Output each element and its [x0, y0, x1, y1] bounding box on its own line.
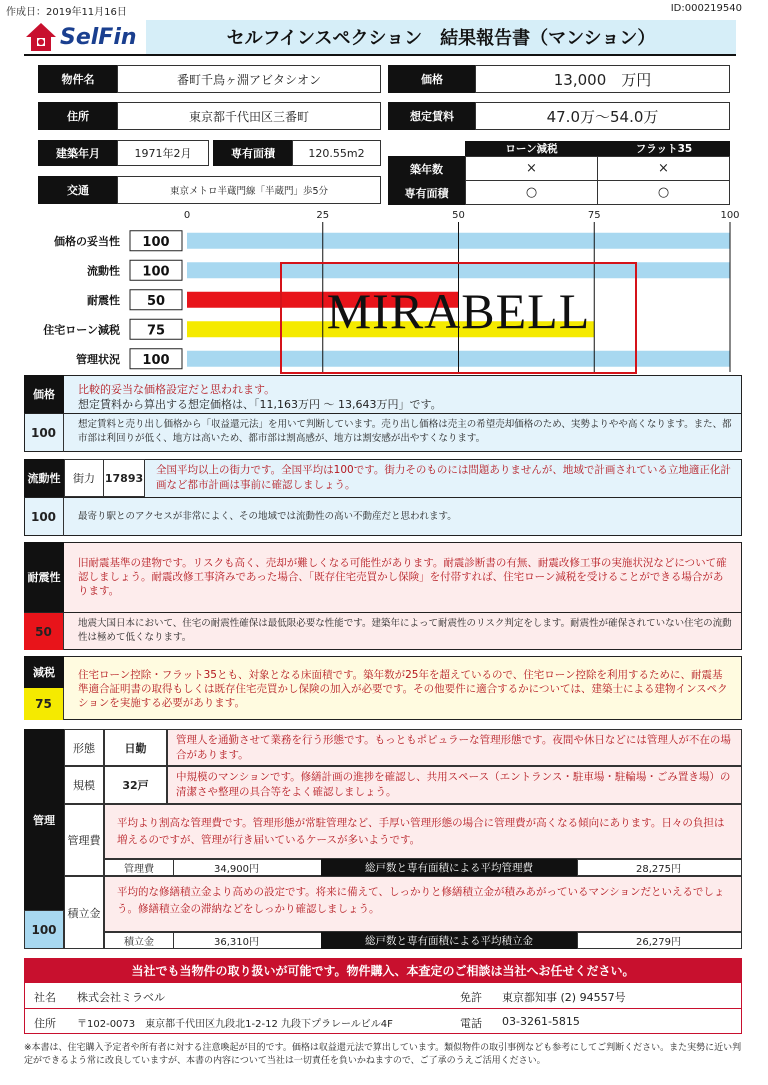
mgmt-section-label: 管理 [24, 729, 64, 910]
tax-area-loan: ○ [465, 180, 598, 205]
price-section-divider [24, 413, 742, 414]
tax-section-label: 減税 [24, 656, 64, 688]
property-built: 1971年2月 [117, 140, 209, 166]
company-tel-label: 電話 [460, 1017, 482, 1030]
tick-label: 100 [720, 210, 740, 221]
logo-text: SelFin [60, 24, 137, 50]
company-addr-label: 住所 [34, 1017, 56, 1030]
score-value-label: 75 [146, 323, 166, 339]
mgmt-fee-label: 管理費 [64, 804, 104, 876]
property-transit: 東京メトロ半蔵門線「半蔵門」歩5分 [117, 176, 381, 204]
price-section-text2: 想定賃料から算出する想定価格は、「11,163万円 ～ 13,643万円」です。 [78, 398, 442, 411]
mgmt-section-score: 100 [24, 910, 64, 949]
property-price: 13,000 万円 [475, 65, 730, 93]
mgmt-form-label: 形態 [64, 729, 104, 766]
price-section-note: 想定賃料と売り出し価格から「収益還元法」を用いて判断しています。売り出し価格は売主の希望売却価格のため、実勢よりやや高くなります。また、都市部は利回りが低く、地方は高いため、都市部は割高感が、地方は割安感が出やすくなります。 [78, 419, 732, 444]
liquidity-sub-label: 街力 [64, 459, 104, 497]
mgmt-repair-k: 積立金 [104, 932, 174, 949]
company-banner: 当社でも当物件の取り扱いが可能です。物件購入、本査定のご相談は当社へお任せください。 [24, 958, 742, 982]
liquidity-town-power: 17893 [103, 459, 145, 497]
tax-age-loan: × [465, 156, 598, 181]
tick-label: 75 [587, 210, 601, 221]
company-license: 東京都知事 (2) 94557号 [502, 991, 626, 1004]
mgmt-repair-v: 36,310円 [173, 932, 322, 949]
mgmt-fee-v: 34,900円 [173, 859, 322, 876]
tick-label: 50 [452, 210, 465, 221]
mgmt-repair-label: 積立金 [64, 876, 104, 949]
category-label: 価格の妥当性 [54, 234, 120, 248]
property-address: 東京都千代田区三番町 [117, 102, 381, 130]
company-addr: 〒102-0073 東京都千代田区九段北1-2-12 九段下プラレールビル4F [77, 1019, 393, 1030]
mgmt-form-value: 日勤 [104, 729, 167, 766]
seismic-section-label: 耐震性 [24, 542, 64, 612]
name-label: 物件名 [38, 65, 118, 93]
mgmt-scale-value: 32戸 [104, 766, 167, 804]
tax-area-flat35: ○ [597, 180, 730, 205]
score-value-label: 100 [142, 352, 170, 368]
category-label: 住宅ローン減税 [43, 323, 120, 337]
tax-section-score: 75 [24, 688, 64, 720]
company-name: 株式会社ミラベル [77, 991, 165, 1004]
mgmt-fee-avg-k: 総戸数と専有面積による平均管理費 [321, 859, 577, 876]
created-date: 作成日：2019年11月16日 [6, 7, 127, 18]
property-name: 番町千鳥ヶ淵アビタシオン [117, 65, 381, 93]
tax-section-text: 住宅ローン控除・フラット35とも、対象となる床面積です。築年数が25年を超えているので、住宅ローン控除を利用するために、耐震基準適合証明書の取得もしくは既存住宅売買かし保険の加入が必要です。その他要件に適合するかについては、建築士による建物インスペクションを実施する必要があります。 [78, 669, 728, 709]
category-label: 管理状況 [76, 352, 120, 366]
tick-label: 0 [183, 210, 191, 221]
company-license-label: 免許 [460, 991, 482, 1004]
category-label: 流動性 [87, 264, 120, 278]
property-rent: 47.0万～54.0万 [475, 102, 730, 130]
score-value-label: 50 [146, 293, 166, 309]
built-label: 建築年月 [38, 140, 118, 166]
company-row-divider [24, 1008, 742, 1009]
mgmt-form-text: 管理人を通勤させて業務を行う形態です。もっともポピュラーな管理形態です。夜間や休日などには管理人が不在の場合があります。 [167, 729, 742, 766]
mgmt-repair-avg-k: 総戸数と専有面積による平均積立金 [321, 932, 577, 949]
tax-age-flat35: × [597, 156, 730, 181]
seismic-section-note: 地震大国日本において、住宅の耐震性確保は最低限必要な性能です。建築年によって耐震性のリスク判定をします。耐震性が確保されていない住宅の流動性は極めて低くなります。 [78, 618, 732, 643]
transit-label: 交通 [38, 176, 118, 204]
mgmt-fee-avg-v: 28,275円 [577, 859, 742, 876]
rent-label: 想定賃料 [388, 102, 476, 130]
tax-row-area: 専有面積 [388, 181, 465, 205]
price-section-text1: 比較的妥当な価格設定だと思われます。 [78, 383, 276, 396]
liquidity-section-label: 流動性 [24, 459, 64, 497]
page-title: セルフインスペクション 結果報告書（マンション） [146, 20, 736, 54]
document-id: ID:000219540 [670, 3, 742, 14]
price-section-label: 価格 [24, 375, 64, 413]
tax-col-loan: ローン減税 [465, 141, 598, 156]
area-label: 専有面積 [213, 140, 293, 166]
seismic-section-divider [24, 612, 742, 613]
mgmt-repair-avg-v: 26,279円 [577, 932, 742, 949]
watermark-text: MIRABELL [326, 283, 591, 339]
score-value-label: 100 [142, 264, 170, 280]
property-area: 120.55m2 [292, 140, 381, 166]
tax-row-age: 築年数 [388, 156, 465, 181]
mgmt-scale-text: 中規模のマンションです。修繕計画の進捗を確認し、共用スペース（エントランス・駐車場・駐輪場・ごみ置き場）の清潔さや整理の具合等をよく確認しましょう。 [167, 766, 742, 804]
score-value-label: 100 [142, 234, 170, 250]
mgmt-repair-text: 平均的な修繕積立金より高めの設定です。将来に備えて、しっかりと修繕積立金が積みあがっているマンションだといえるでしょう。修繕積立金の滞納などをしっかり確認しましょう。 [104, 876, 742, 932]
house-logo-icon [24, 21, 58, 53]
tick-label: 25 [316, 210, 330, 221]
company-tel: 03-3261-5815 [502, 1015, 580, 1028]
company-name-label: 社名 [34, 991, 56, 1004]
logo [24, 20, 144, 54]
liquidity-section-score: 100 [24, 498, 64, 536]
price-section-score: 100 [24, 414, 64, 452]
mgmt-fee-text: 平均より割高な管理費です。管理形態が常駐管理など、手厚い管理形態の場合に管理費が高くなる傾向にあります。日々の負担は増えるのですが、管理が行き届いているケースが多いようです。 [104, 804, 742, 859]
seismic-section-text: 旧耐震基準の建物です。リスクも高く、売却が難しくなる可能性があります。耐震診断書の有無、耐震改修工事の実施状況などについて確認しましょう。耐震改修工事済みであった場合、「既存住宅売買かし保険」を付帯すれば、住宅ローン減税を受けることができる場合があります。 [78, 557, 727, 597]
liquidity-section-text: 全国平均以上の街力です。全国平均は100です。街力そのものには問題ありませんが、地域で計画されている立地適正化計画など都市計画は事前に確認しましょう。 [156, 464, 731, 491]
price-label: 価格 [388, 65, 476, 93]
mgmt-scale-label: 規模 [64, 766, 104, 804]
address-label: 住所 [38, 102, 118, 130]
footer-note: ※本書は、住宅購入予定者や所有者に対する注意喚起が目的です。価格は収益還元法で算出しています。類似物件の取引事例なども参考にしてご判断ください。また実勢に近い判定ができるよう常に改良していますが、本書の内容について当社は一切責任を負いかねますので、ご了承のうえご活用ください。 [24, 1043, 742, 1066]
liquidity-section-divider [24, 497, 742, 498]
mgmt-fee-k: 管理費 [104, 859, 174, 876]
category-label: 耐震性 [87, 293, 120, 307]
tax-col-flat35: フラット35 [598, 141, 730, 156]
liquidity-section-note: 最寄り駅とのアクセスが非常によく、その地域では流動性の高い不動産だと思われます。 [78, 511, 457, 522]
seismic-section-score: 50 [24, 613, 64, 650]
header-rule [24, 54, 736, 56]
